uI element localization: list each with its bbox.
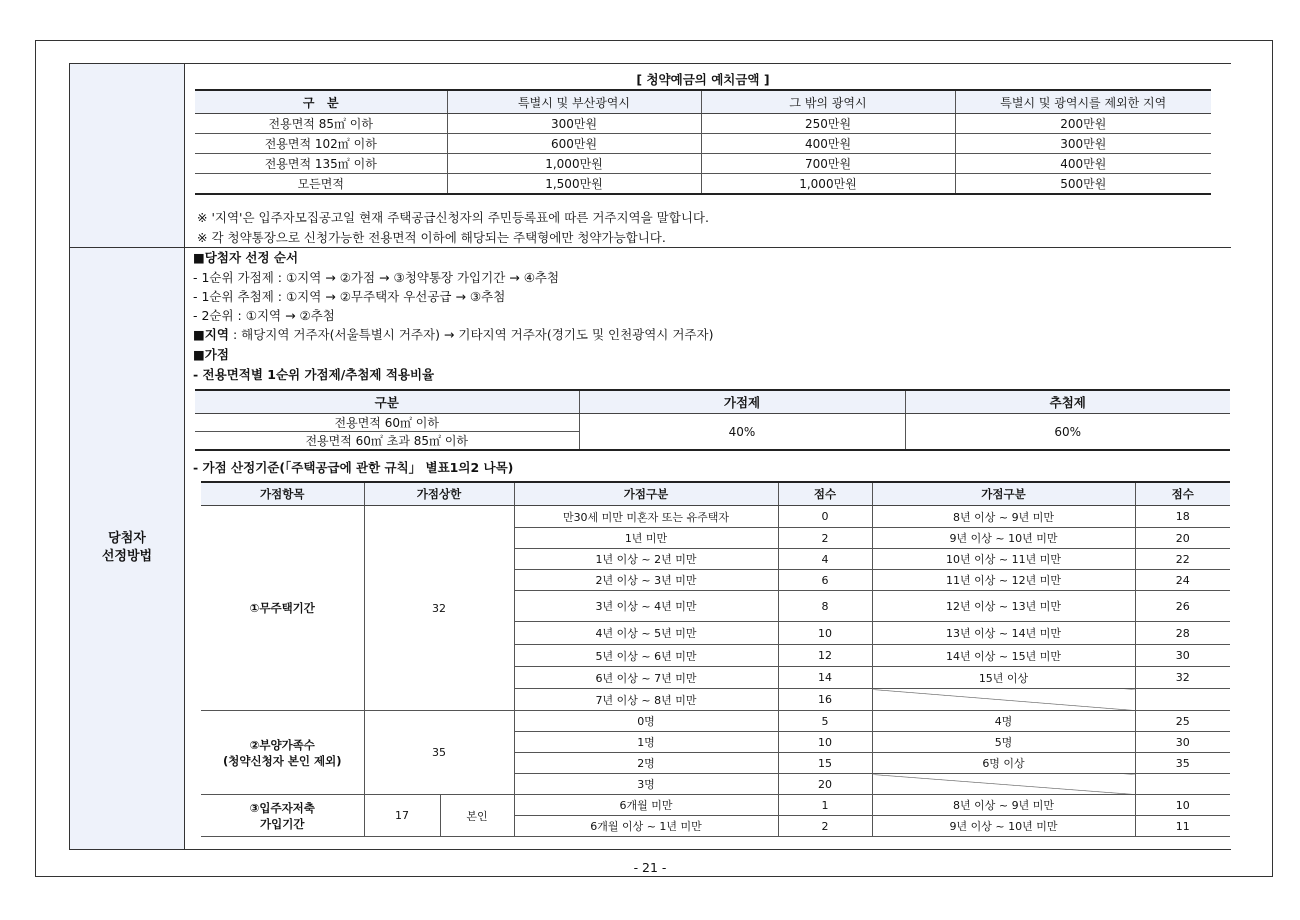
- table-bottom-border: [69, 849, 1231, 850]
- criteria-range: 9년 이상 ~ 10년 미만: [872, 816, 1135, 837]
- deposit-cell: 250만원: [701, 114, 955, 134]
- criteria-item-savings: [201, 795, 364, 837]
- criteria-range: 8년 이상 ~ 9년 미만: [872, 795, 1135, 816]
- criteria-range: 만30세 미만 미혼자 또는 유주택자: [514, 506, 778, 528]
- criteria-range: 6개월 미만: [514, 795, 778, 816]
- deposit-note-2: ※ 각 청약통장으로 신청가능한 전용면적 이하에 해당되는 주택형에만 청약가능합니다.: [197, 230, 666, 245]
- criteria-range: 1년 미만: [514, 528, 778, 549]
- criteria-range: 0명: [514, 711, 778, 732]
- criteria-score: 20: [778, 774, 872, 795]
- deposit-header-category: 구 분: [195, 90, 447, 114]
- deposit-header-seoul-busan: 특별시 및 부산광역시: [447, 90, 701, 114]
- criteria-score: 26: [1135, 591, 1230, 622]
- deposit-table-title: [ 청약예금의 예치금액 ]: [636, 72, 770, 87]
- criteria-max-homeless: 32: [364, 506, 514, 711]
- deposit-cell: 1,500만원: [447, 174, 701, 195]
- criteria-score: 35: [1135, 753, 1230, 774]
- section-label-winner-selection: [69, 530, 185, 566]
- region-line: [193, 325, 713, 343]
- table-row: [201, 506, 1230, 528]
- criteria-range: 2명: [514, 753, 778, 774]
- criteria-score: 6: [778, 570, 872, 591]
- criteria-range: 2년 이상 ~ 3년 미만: [514, 570, 778, 591]
- deposit-cell: 500만원: [955, 174, 1211, 195]
- criteria-score: 10: [778, 732, 872, 753]
- criteria-item-label-line2: (청약신청자 본인 제외): [223, 753, 342, 768]
- criteria-header-row: [201, 482, 1230, 506]
- deposit-cell: 300만원: [447, 114, 701, 134]
- deposit-cell: 전용면적 135㎡ 이하: [195, 154, 447, 174]
- criteria-score: 1: [778, 795, 872, 816]
- criteria-range: 7년 이상 ~ 8년 미만: [514, 689, 778, 711]
- deposit-header-other-metro: 그 밖의 광역시: [701, 90, 955, 114]
- criteria-range: 15년 이상: [872, 667, 1135, 689]
- deposit-cell: 전용면적 102㎡ 이하: [195, 134, 447, 154]
- table-row: [195, 154, 1211, 174]
- criteria-score: 20: [1135, 528, 1230, 549]
- criteria-score: 18: [1135, 506, 1230, 528]
- criteria-range: 11년 이상 ~ 12년 미만: [872, 570, 1135, 591]
- criteria-empty-cell: [1135, 774, 1230, 795]
- criteria-item-dependents: [201, 711, 364, 795]
- deposit-header-row: [195, 90, 1211, 114]
- table-row: [195, 174, 1211, 195]
- criteria-table: [201, 481, 1230, 837]
- criteria-score: 22: [1135, 549, 1230, 570]
- criteria-sub-self: 본인: [440, 795, 514, 837]
- criteria-range: 6개월 이상 ~ 1년 미만: [514, 816, 778, 837]
- ratio-header-chucheom: 추첨제: [905, 390, 1230, 414]
- ratio-header-gajeom: 가점제: [579, 390, 905, 414]
- criteria-score: 16: [778, 689, 872, 711]
- criteria-score: 2: [778, 528, 872, 549]
- order-line-2: - 1순위 추첨제 : ①지역 → ②무주택자 우선공급 → ③추첨: [193, 289, 506, 304]
- deposit-cell: 1,000만원: [701, 174, 955, 195]
- criteria-range: 3년 이상 ~ 4년 미만: [514, 591, 778, 622]
- order-heading: ■당첨자 선정 순서: [193, 250, 299, 265]
- region-text: : 해당지역 거주자(서울특별시 거주자) → 기타지역 거주자(경기도 및 인천광역시 거주자): [228, 327, 714, 342]
- criteria-max-savings: 17: [364, 795, 440, 837]
- deposit-cell: 700만원: [701, 154, 955, 174]
- criteria-range: 13년 이상 ~ 14년 미만: [872, 622, 1135, 645]
- criteria-item-label-line1: ②부양가족수: [249, 737, 315, 752]
- criteria-score: 14: [778, 667, 872, 689]
- criteria-range: 6년 이상 ~ 7년 미만: [514, 667, 778, 689]
- page-number: - 21 -: [633, 860, 667, 875]
- deposit-cell: 600만원: [447, 134, 701, 154]
- criteria-body: [201, 506, 1230, 837]
- criteria-header-range-right: 가점구분: [872, 482, 1135, 506]
- criteria-score: 15: [778, 753, 872, 774]
- criteria-max-dependents: 35: [364, 711, 514, 795]
- table-row: [195, 414, 1230, 432]
- criteria-range: 14년 이상 ~ 15년 미만: [872, 645, 1135, 667]
- criteria-range: 12년 이상 ~ 13년 미만: [872, 591, 1135, 622]
- order-line-1: - 1순위 가점제 : ①지역 → ②가점 → ③청약통장 가입기간 → ④추첨: [193, 270, 560, 285]
- criteria-score: 25: [1135, 711, 1230, 732]
- criteria-score: 30: [1135, 732, 1230, 753]
- section-label-line2: 선정방법: [101, 549, 153, 564]
- left-category-column: [69, 63, 185, 849]
- criteria-empty-cell: [1135, 689, 1230, 711]
- criteria-score: 24: [1135, 570, 1230, 591]
- criteria-score: 12: [778, 645, 872, 667]
- deposit-note-1: ※ '지역'은 입주자모집공고일 현재 주택공급신청자의 주민등록표에 따른 거주지역을 말합니다.: [197, 210, 709, 225]
- ratio-gajeom-value: 40%: [579, 414, 905, 451]
- criteria-range: 5명: [872, 732, 1135, 753]
- order-line-3: - 2순위 : ①지역 → ②추첨: [193, 308, 335, 323]
- criteria-header-item: 가점항목: [201, 482, 364, 506]
- criteria-range: 4년 이상 ~ 5년 미만: [514, 622, 778, 645]
- table-row: [201, 711, 1230, 732]
- criteria-score: 10: [778, 622, 872, 645]
- criteria-range: 1명: [514, 732, 778, 753]
- criteria-range: 3명: [514, 774, 778, 795]
- table-row: [195, 114, 1211, 134]
- criteria-header-score-right: 점수: [1135, 482, 1230, 506]
- criteria-score: 10: [1135, 795, 1230, 816]
- deposit-header-other-region: 특별시 및 광역시를 제외한 지역: [955, 90, 1211, 114]
- criteria-range: 1년 이상 ~ 2년 미만: [514, 549, 778, 570]
- criteria-score: 5: [778, 711, 872, 732]
- section-label-line1: 당첨자: [108, 531, 146, 546]
- deposit-cell: 모든면적: [195, 174, 447, 195]
- criteria-item-homeless: ①무주택기간: [201, 506, 364, 711]
- criteria-range: 6명 이상: [872, 753, 1135, 774]
- deposit-cell: 200만원: [955, 114, 1211, 134]
- criteria-score: 4: [778, 549, 872, 570]
- criteria-score: 30: [1135, 645, 1230, 667]
- deposit-cell: 400만원: [701, 134, 955, 154]
- table-row: [195, 134, 1211, 154]
- criteria-score: 32: [1135, 667, 1230, 689]
- criteria-header-score-left: 점수: [778, 482, 872, 506]
- ratio-area-60: 전용면적 60㎡ 이하: [195, 414, 579, 432]
- criteria-range: 5년 이상 ~ 6년 미만: [514, 645, 778, 667]
- deposit-cell: 300만원: [955, 134, 1211, 154]
- region-label: ■지역: [193, 327, 229, 342]
- criteria-score: 11: [1135, 816, 1230, 837]
- criteria-item-label-line2: 가입기간: [260, 816, 305, 831]
- criteria-item-label-line1: ③입주자저축: [249, 800, 315, 815]
- ratio-heading: - 전용면적별 1순위 가점제/추첨제 적용비율: [193, 367, 435, 382]
- ratio-header-row: [195, 390, 1230, 414]
- criteria-header-max: 가점상한: [364, 482, 514, 506]
- criteria-score: 0: [778, 506, 872, 528]
- ratio-chucheom-value: 60%: [905, 414, 1230, 451]
- table-row: [201, 795, 1230, 816]
- ratio-area-60-85: 전용면적 60㎡ 초과 85㎡ 이하: [195, 432, 579, 451]
- table-top-border: [69, 63, 1231, 64]
- criteria-range: 10년 이상 ~ 11년 미만: [872, 549, 1135, 570]
- criteria-empty-diagonal: [872, 774, 1135, 795]
- deposit-table: [195, 89, 1211, 195]
- ratio-table: [195, 389, 1230, 451]
- deposit-cell: 400만원: [955, 154, 1211, 174]
- deposit-cell: 1,000만원: [447, 154, 701, 174]
- criteria-score: 2: [778, 816, 872, 837]
- criteria-score: 28: [1135, 622, 1230, 645]
- criteria-empty-diagonal: [872, 689, 1135, 711]
- criteria-range: 4명: [872, 711, 1135, 732]
- criteria-range: 8년 이상 ~ 9년 미만: [872, 506, 1135, 528]
- criteria-heading: - 가점 산정기준(「주택공급에 관한 규칙」 별표1의2 나목): [193, 460, 514, 475]
- deposit-cell: 전용면적 85㎡ 이하: [195, 114, 447, 134]
- criteria-range: 9년 이상 ~ 10년 미만: [872, 528, 1135, 549]
- criteria-header-range-left: 가점구분: [514, 482, 778, 506]
- ratio-header-category: 구분: [195, 390, 579, 414]
- criteria-score: 8: [778, 591, 872, 622]
- gajeom-heading: ■가점: [193, 347, 229, 362]
